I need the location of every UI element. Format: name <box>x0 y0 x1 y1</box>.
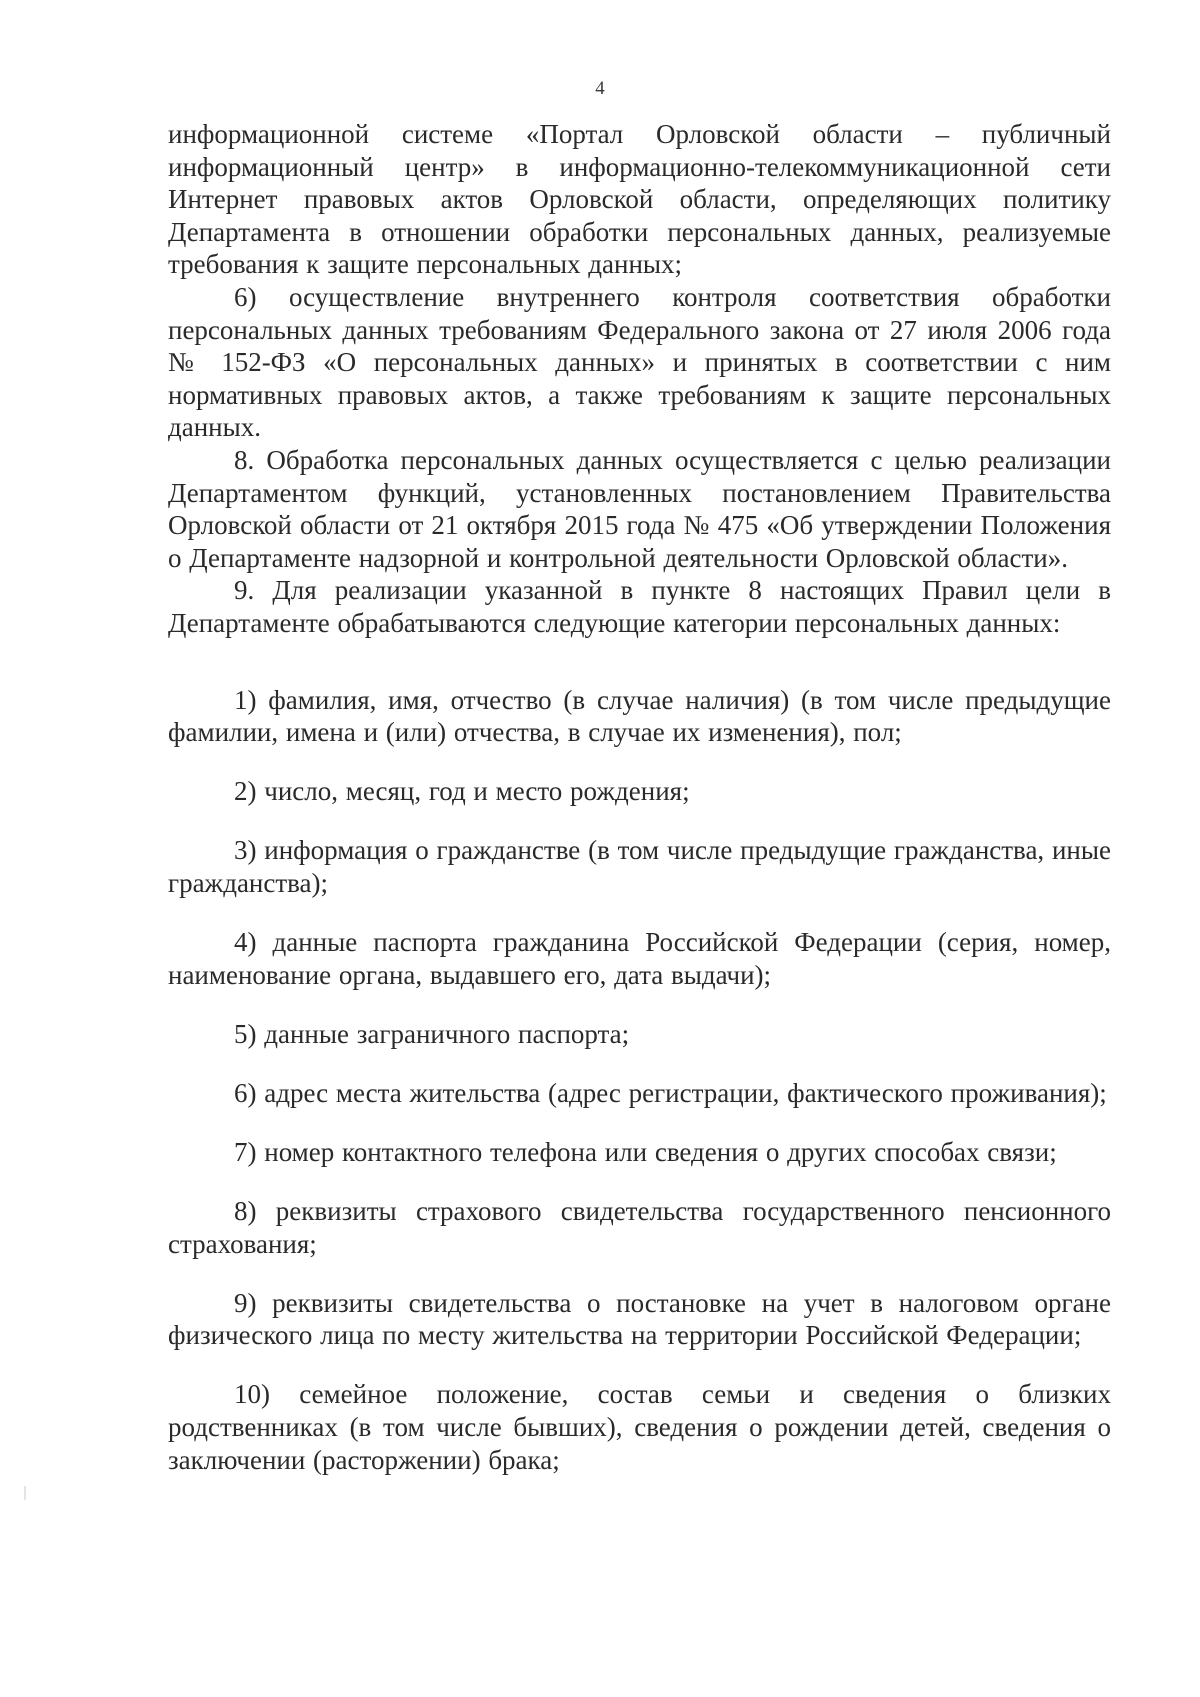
paragraph-item-6: 6) осуществление внутреннего контроля соответствия обработки персональных данных требованиям Федерального закона от 27 июля 2006 года № 152-ФЗ «О персональных данных» и принятых в соответствии с ним нормативных правовых актов, а также требованиям к защите персональных данных. <box>168 281 1111 443</box>
paragraph-clause-8: 8. Обработка персональных данных осуществляется с целью реализации Департаментом функций, установленных постановлением Правительства Орловской области от 21 октября 2015 года № 475 «Об утверждении Положения о Департаменте надзорной и контрольной деятельности Орловской области». <box>168 444 1111 573</box>
list-item: 5) данные заграничного паспорта; <box>234 1018 630 1049</box>
scan-artifact <box>24 1486 26 1500</box>
list-item: 2) число, месяц, год и место рождения; <box>234 776 690 807</box>
paragraph-clause-9: 9. Для реализации указанной в пункте 8 настоящих Правил цели в Департаменте обрабатываются следующие категории персональных данных: <box>168 575 1111 638</box>
paragraph-continuation: информационной системе «Портал Орловской области – публичный информационный центр» в информационно-телекоммуникационной сети Интернет правовых актов Орловской области, определяющих политику Департамента в отношении обработки персональных данных, реализуемые требования к защите персональных данных; <box>168 119 1111 280</box>
list-item: 6) адрес места жительства (адрес регистрации, фактического проживания); <box>234 1077 1107 1108</box>
list-item: 10) семейное положение, состав семьи и сведения о близких родственниках (в том числе бывших), сведения о рождении детей, сведения о заключении (расторжении) брака; <box>168 1379 1111 1475</box>
list-item: 7) номер контактного телефона или сведения о других способах связи; <box>234 1136 1057 1167</box>
list-item: 8) реквизиты страхового свидетельства государственного пенсионного страхования; <box>168 1195 1111 1259</box>
document-body <box>168 118 1111 1503</box>
personal-data-categories-list <box>168 684 1111 1477</box>
page-number: 4 <box>595 78 605 99</box>
list-item: 4) данные паспорта гражданина Российской Федерации (серия, номер, наименование органа, выдавшего его, дата выдачи); <box>168 926 1111 990</box>
list-item: 1) фамилия, имя, отчество (в случае наличия) (в том числе предыдущие фамилии, имена и (или) отчества, в случае их изменения), пол; <box>168 684 1111 748</box>
list-item: 9) реквизиты свидетельства о постановке на учет в налоговом органе физического лица по месту жительства на территории Российской Федерации; <box>168 1287 1111 1351</box>
list-item: 3) информация о гражданстве (в том числе предыдущие гражданства, иные гражданства); <box>168 835 1111 898</box>
